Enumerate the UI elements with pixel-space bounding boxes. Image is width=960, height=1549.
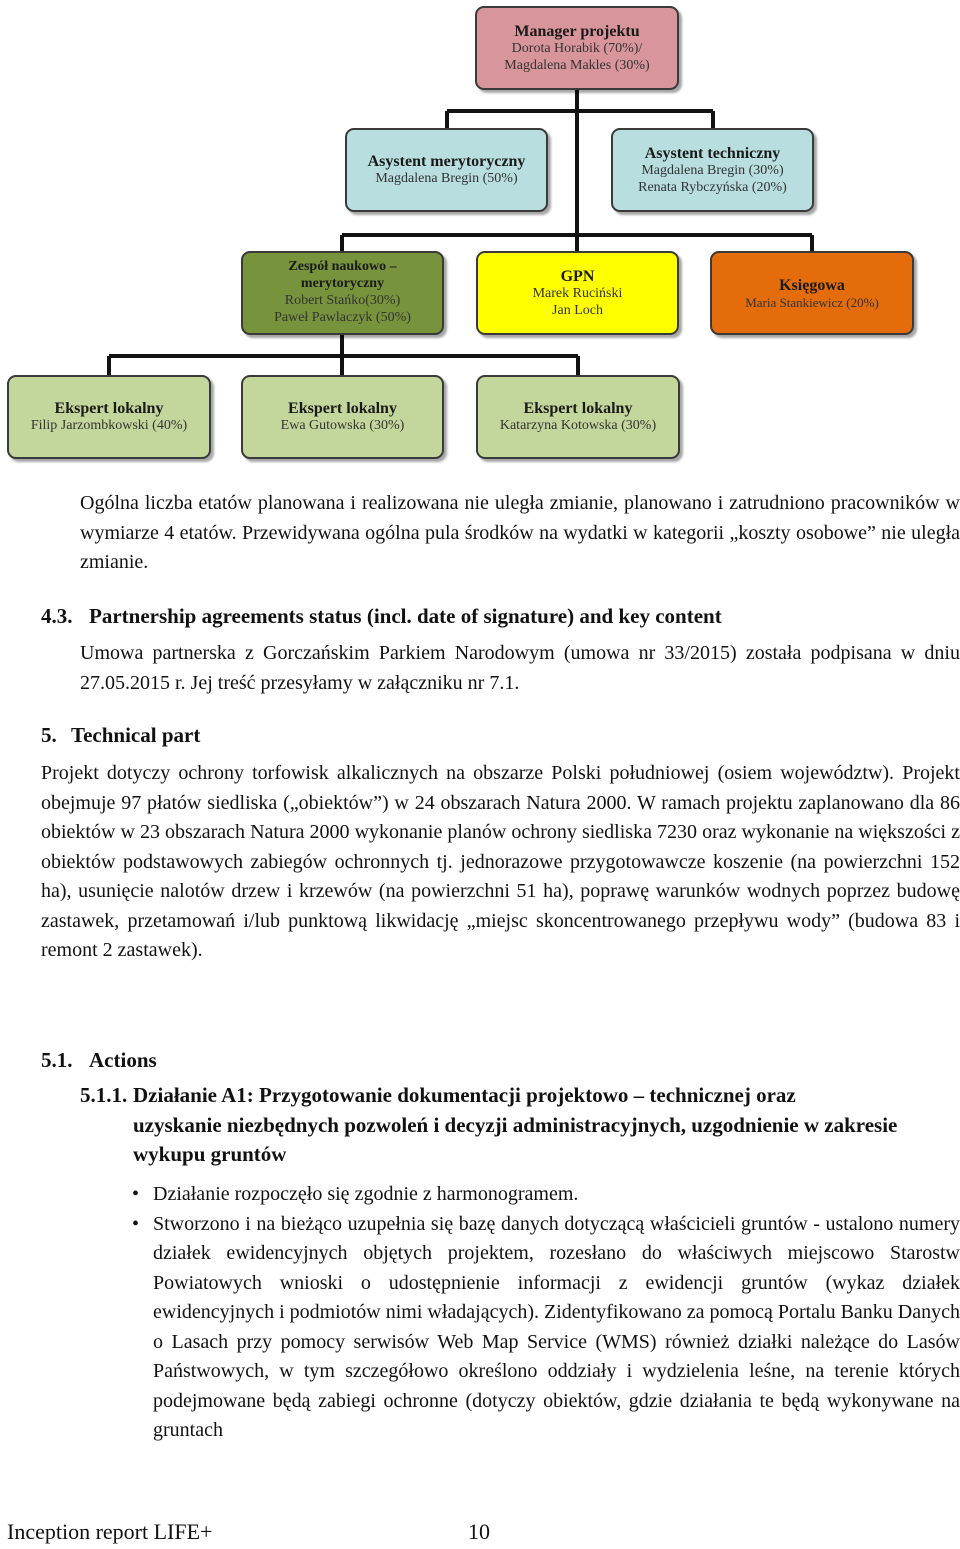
heading-number: 5.1. xyxy=(41,1048,73,1072)
org-box-line: Paweł Pawlaczyk (50%) xyxy=(274,309,411,325)
heading-title-rest: uzyskanie niezbędnych pozwoleń i decyzji administracyjnych, uzgodnienie w zakresie wykupu gruntów xyxy=(133,1112,898,1166)
org-box-title: Ekspert lokalny xyxy=(288,400,397,417)
org-box-line: Magdalena Bregin (30%) xyxy=(641,162,784,178)
list-item-text: Stworzono i na bieżąco uzupełnia się bazę danych dotyczącą właścicieli gruntów - ustalono numery działek ewidencyjnych objętych projektem, rozesłano do właściwych miejscowo Starostw Powiatowych wnioski o udostępnienie informacji z ewidencji gruntów (wykaz działek ewidencyjnych i podmiotów nimi władających). Zidentyfikowano za pomocą Portalu Banku Danych o Lasach przy pomocy serwisów Web Map Service (WMS) również działki należące do Lasów Państwowych, w tym szczegółowo określono oddziały i wydzielenia leśne, na terenie których podejmowane będą zabiegi ochronne (dotyczy obiektów, gdzie działania te będą wykonywane na gruntach xyxy=(153,1212,960,1441)
bullet-icon: • xyxy=(132,1212,140,1235)
org-box-title: Manager projektu xyxy=(514,22,640,40)
org-box-line: Dorota Horabik (70%)/ xyxy=(511,40,643,56)
org-box-line: Ewa Gutowska (30%) xyxy=(280,418,405,434)
org-box-assistant-technical xyxy=(611,128,814,212)
heading-title-line1: Działanie A1: Przygotowanie dokumentacji projektowo – technicznej oraz xyxy=(133,1083,796,1107)
bullet-list xyxy=(132,1180,960,1446)
list-item xyxy=(132,1180,960,1210)
org-box-title: GPN xyxy=(560,267,595,285)
heading-4-3 xyxy=(41,604,722,629)
heading-title: Partnership agreements status (incl. date of signature) and key content xyxy=(89,604,722,628)
org-box-title: Ekspert lokalny xyxy=(523,400,633,417)
heading-5-1-1 xyxy=(80,1081,960,1170)
org-box-assistant-substantive xyxy=(345,128,548,212)
org-box-title: Ekspert lokalny xyxy=(54,400,164,417)
org-box-line: Renata Rybczyńska (20%) xyxy=(638,179,787,195)
org-box-title: Asystent techniczny xyxy=(644,144,781,162)
org-box-title: merytoryczny xyxy=(300,276,385,292)
org-box-title: Księgowa xyxy=(779,276,845,294)
heading-number: 4.3. xyxy=(41,604,73,628)
org-box-line: Filip Jarzombkowski (40%) xyxy=(30,418,188,434)
bullet-icon: • xyxy=(132,1183,140,1205)
org-box-line: Robert Stańko(30%) xyxy=(284,293,401,308)
heading-title: Actions xyxy=(89,1048,157,1072)
org-box-line: Marek Ruciński xyxy=(532,285,623,301)
org-box-expert-2 xyxy=(241,375,444,459)
heading-5-1 xyxy=(41,1048,157,1073)
org-box-gpn xyxy=(476,251,679,335)
org-box-expert-3 xyxy=(476,375,680,459)
heading-title: Technical part xyxy=(71,723,201,747)
org-box-accountant xyxy=(710,251,914,335)
org-box-line: Magdalena Bregin (50%) xyxy=(375,171,518,187)
org-box-line: Magdalena Makles (30%) xyxy=(504,57,650,73)
org-box-title: Zespół naukowo – xyxy=(288,259,397,275)
footer-title: Inception report LIFE+ xyxy=(7,1519,213,1544)
paragraph-staff: Ogólna liczba etatów planowana i realizowana nie uległa zmianie, planowano i zatrudniono pracowników w wymiarze 4 etatów. Przewidywana ogólna pula środków na wydatki w kategorii „koszty osobowe” nie uległa zmianie. xyxy=(80,492,960,573)
heading-number: 5. xyxy=(41,723,57,747)
list-item xyxy=(132,1210,960,1446)
list-item-text: Działanie rozpoczęło się zgodnie z harmonogramem. xyxy=(153,1183,579,1205)
heading-number: 5.1.1. xyxy=(80,1083,128,1107)
org-box-expert-1 xyxy=(7,375,211,459)
paragraph-technical: Projekt dotyczy ochrony torfowisk alkalicznych na obszarze Polski południowej (osiem województw). Projekt obejmuje 97 płatów siedliska („obiektów”) w 24 obszarach Natura 2000. W ramach projektu zaplanowano dla 86 obiektów w 23 obszarach Natura 2000 wykonanie planów ochrony siedliska 7230 oraz wykonanie na większości z obiektów podstawowych zabiegów ochronnych tj. jednorazowe przygotowawcze koszenie (na powierzchni 152 ha), usunięcie nalotów drzew i krzewów (na powierzchni 51 ha), poprawę warunków wodnych poprzez budowę zastawek, przetamowań i/lub punktową likwidację „miejsc skoncentrowanego przepływu wody” (budowa 83 i remont 2 zastawek). xyxy=(41,762,960,961)
footer-page-number: 10 xyxy=(468,1519,490,1544)
org-box-line: Katarzyna Kotowska (30%) xyxy=(499,418,657,434)
org-box-line: Maria Stankiewicz (20%) xyxy=(745,294,879,310)
org-box-manager xyxy=(475,6,679,90)
org-box-title: Asystent merytoryczny xyxy=(367,153,526,170)
paragraph-partnership: Umowa partnerska z Gorczańskim Parkiem Narodowym (umowa nr 33/2015) została podpisana w dniu 27.05.2015 r. Jej treść przesyłamy w załączniku nr 7.1. xyxy=(80,642,960,694)
org-box-scientific-team xyxy=(241,251,444,335)
heading-5 xyxy=(41,723,200,748)
org-box-line: Jan Loch xyxy=(552,302,603,318)
